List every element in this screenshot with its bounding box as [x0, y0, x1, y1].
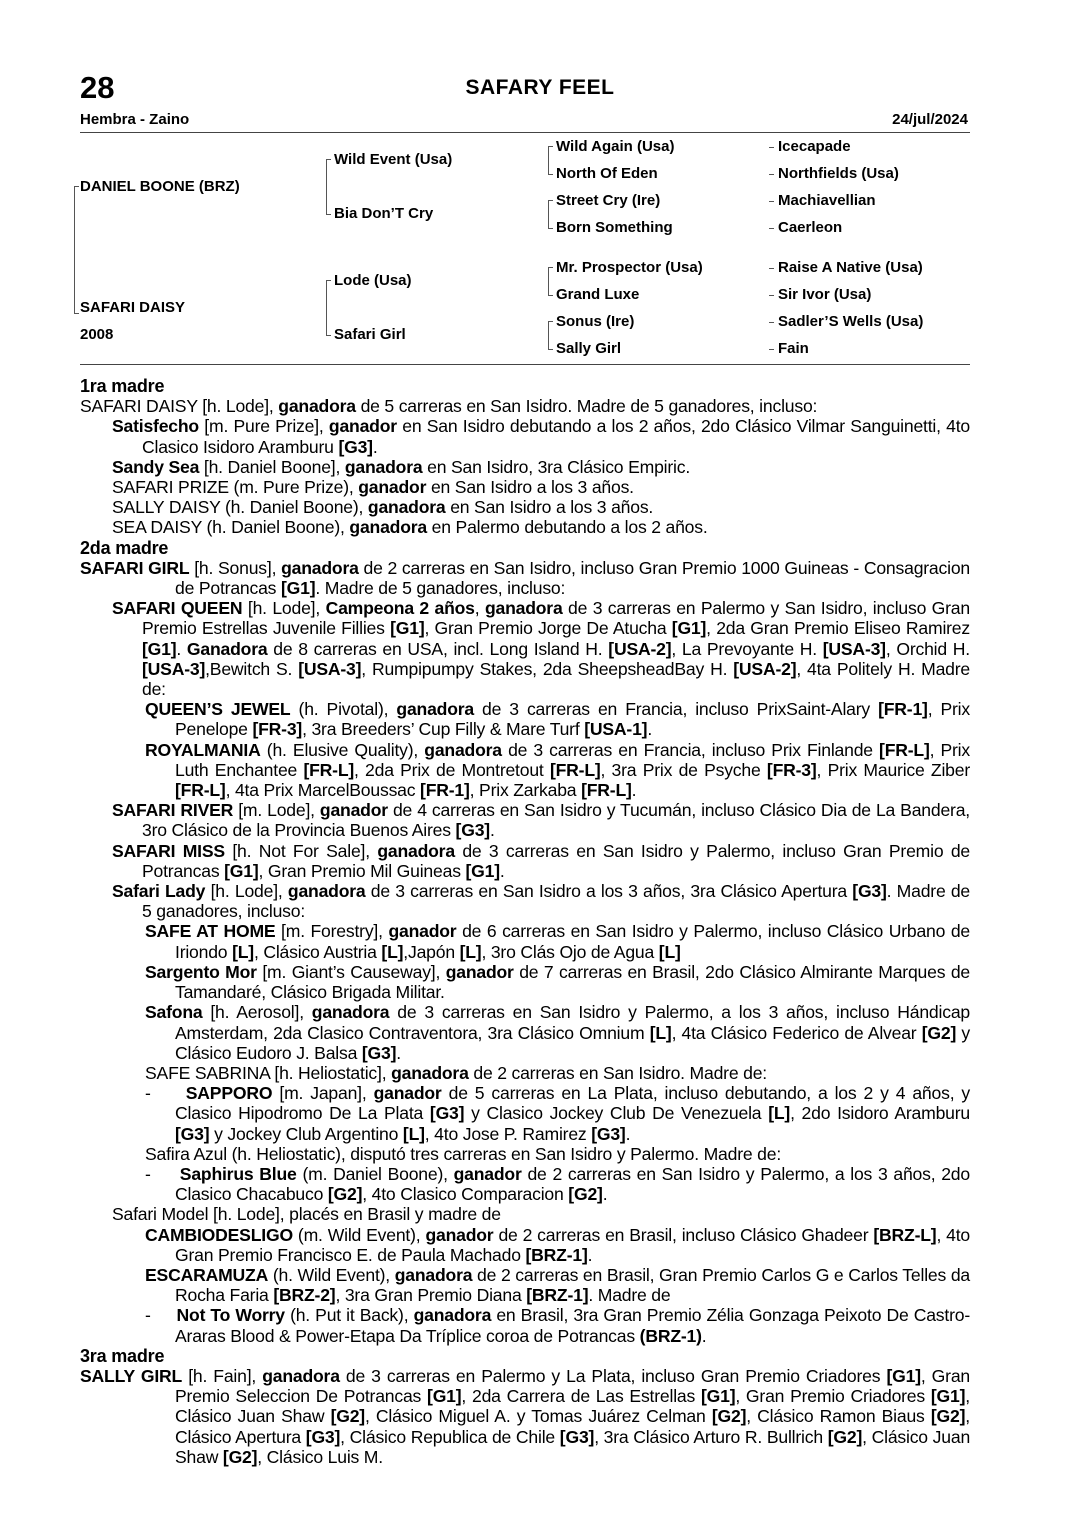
header-rule: [80, 132, 970, 133]
record-paragraph: [80, 517, 970, 537]
record-text: , Prix Maurice Ziber: [816, 759, 971, 780]
record-text: .: [625, 1123, 631, 1144]
record-paragraph: [80, 1366, 970, 1467]
record-text: de 7 carreras en Brasil, 2do Clásico Almirante Marques de Tamandaré, Clásico Brigada Militar.: [175, 961, 970, 1003]
record-paragraph: [80, 1265, 970, 1305]
record-text: [FR-3]: [252, 719, 303, 740]
gen4-dash-5: [769, 268, 774, 269]
record-text: ganadora: [484, 598, 563, 619]
record-text: [G1]: [930, 1386, 966, 1407]
record-text: [USA-1]: [584, 719, 648, 740]
record-text: de 2 carreras en Brasil, incluso Clásico Ghadeer: [493, 1224, 874, 1245]
record-text: [FR-L]: [175, 780, 226, 801]
record-text: ganador: [319, 800, 388, 821]
pedigree-gen4-5: Raise A Native (Usa): [778, 259, 923, 276]
record-text: SAFARI QUEEN: [112, 598, 243, 619]
record-text: Saphirus Blue: [179, 1163, 297, 1184]
record-text: [m. Lode],: [233, 800, 320, 821]
gen4-dash-6: [769, 295, 774, 296]
pedigree-gen3-4: Born Something: [556, 219, 673, 236]
record-text: [FR-1]: [878, 699, 928, 720]
record-text: , Clásico Austria: [253, 941, 382, 962]
record-text: [h. Lode],: [242, 598, 326, 619]
gen3-bracket-2: [548, 200, 553, 229]
gen4-dash-4: [769, 228, 774, 229]
record-text: [G2]: [711, 1406, 747, 1427]
record-text: , 2da Gran Premio Eliseo Ramirez: [706, 618, 970, 639]
record-text: , Prix Penelope: [175, 699, 970, 740]
record-text: (BRZ-1): [639, 1325, 702, 1346]
record-text: ganador: [373, 1083, 442, 1104]
record-text: -: [145, 1305, 177, 1326]
record-text: y Clásico Eudoro J. Balsa: [175, 1022, 970, 1063]
gen4-dash-3: [769, 201, 774, 202]
record-text: [G3]: [591, 1123, 626, 1144]
record-text: de 2 carreras en Brasil, Gran Premio Carlos G e Carlos Telles da Rocha Faria: [175, 1264, 970, 1306]
record-text: .: [701, 1325, 707, 1346]
record-text: [h. Not For Sale],: [224, 840, 378, 861]
record-paragraph: [80, 962, 970, 1002]
lot-number: 28: [80, 70, 115, 105]
record-text: 2da madre: [80, 537, 169, 558]
produce-record: [80, 376, 970, 1467]
record-text: [G1]: [390, 618, 425, 639]
record-text: , 4to Gran Premio Francisco E. de Paula Machado: [175, 1224, 970, 1265]
record-paragraph: [80, 1204, 970, 1224]
record-text: [BRZ-1]: [526, 1285, 589, 1306]
gen4-dash-2: [769, 174, 774, 175]
record-text: [USA-2]: [608, 638, 672, 659]
record-text: ganador: [453, 1163, 522, 1184]
record-text: .: [587, 1244, 593, 1265]
record-text: de 8 carreras en USA, incl. Long Island H.: [267, 638, 609, 659]
record-text: [G1]: [224, 860, 259, 881]
gen2-bracket-bottom: [326, 280, 331, 336]
record-text: , Clásico Luis M.: [257, 1446, 383, 1467]
record-paragraph: [80, 457, 970, 477]
record-text: Ganadora: [186, 638, 268, 659]
record-text: -: [145, 1083, 186, 1104]
record-text: ganadora: [367, 497, 446, 518]
pedigree-gen2-1: Wild Event (Usa): [334, 151, 453, 168]
record-text: , 4ta Clásico Federico de Alvear: [671, 1022, 922, 1043]
record-text: [BRZ-1]: [525, 1244, 588, 1265]
record-text: , 2do Isidoro Aramburu: [790, 1103, 970, 1124]
record-text: [G3]: [338, 436, 373, 457]
record-text: [G1]: [700, 1386, 736, 1407]
record-text: ganadora: [262, 1365, 340, 1386]
record-text: , Rumpipumpy Stakes, 2da SheepsheadBay H.: [361, 658, 734, 679]
record-text: . Madre de 5 ganadores, incluso:: [315, 578, 566, 599]
record-text: , 2da Prix de Montretout: [354, 759, 550, 780]
record-text: , 3ra Prix de Psyche: [600, 759, 767, 780]
record-text: de 5 carreras en San Isidro. Madre de 5 ganadores, incluso:: [355, 396, 818, 417]
record-text: SALLY GIRL: [80, 1365, 183, 1386]
pedigree-rule: [80, 364, 970, 365]
record-text: en Brasil, 3ra Gran Premio Zélia Gonzaga Peixoto De Castro-Araras Blood & Power-Etapa Da Tríplice coroa de Potrancas: [175, 1305, 970, 1346]
record-text: de 3 carreras en Francia, incluso Prix Finlande: [501, 739, 880, 760]
pedigree-dam: SAFARI DAISY: [80, 299, 186, 316]
record-text: SAFARI MISS: [112, 840, 225, 861]
record-text: (m. Daniel Boone),: [296, 1163, 454, 1184]
record-text: ganadora: [394, 1264, 473, 1285]
record-text: Sandy Sea: [112, 456, 200, 477]
record-text: [G1]: [886, 1365, 921, 1386]
record-text: de 3 carreras en San Isidro y Palermo, a los 3 años, incluso Hándicap Amsterdam, 2da Clasico Contraventora, 3ra Clásico Omnium: [175, 1002, 970, 1043]
record-text: ,: [474, 598, 485, 619]
record-text: [L]: [459, 941, 482, 962]
record-text: en Palermo debutando a los 2 años.: [426, 517, 708, 538]
record-text: [G1]: [427, 1386, 462, 1407]
record-text: .: [631, 780, 637, 801]
record-text: [G1]: [465, 860, 500, 881]
record-text: .: [647, 719, 653, 740]
record-text: [G2]: [568, 1184, 603, 1205]
record-text: SAFARI PRIZE (m. Pure Prize),: [112, 477, 359, 498]
record-text: [G3]: [305, 1426, 341, 1447]
gen1-bracket: [74, 186, 79, 314]
record-text: SEA DAISY (h. Daniel Boone),: [112, 517, 350, 538]
record-text: , 3ra Breeders’ Cup Filly & Mare Turf: [302, 719, 585, 740]
record-paragraph: [80, 841, 970, 881]
record-text: [m. Forestry],: [275, 921, 389, 942]
record-text: , 3ro Clás Ojo de Agua: [481, 941, 659, 962]
record-text: [FR-L]: [879, 739, 930, 760]
record-paragraph: [80, 740, 970, 801]
record-text: de 3 carreras en San Isidro y Palermo, incluso Gran Premio de Potrancas: [142, 840, 970, 881]
horse-name: SAFARY FEEL: [465, 76, 615, 99]
record-text: Safari Model [h. Lode], placés en Brasil y madre de: [112, 1204, 501, 1225]
record-text: 1ra madre: [80, 376, 165, 396]
record-text: , Orchid H.: [885, 638, 970, 659]
record-text: , Clásico Juan Shaw: [175, 1426, 971, 1467]
record-text: Satisfecho: [112, 416, 199, 437]
record-paragraph: [80, 497, 970, 517]
record-paragraph: [80, 1225, 970, 1265]
record-text: , 4to Jose P. Ramirez: [424, 1123, 592, 1144]
record-text: Not To Worry: [176, 1305, 285, 1326]
record-text: [G3]: [559, 1426, 595, 1447]
record-text: [L]: [381, 941, 404, 962]
record-text: ganadora: [281, 557, 359, 578]
record-text: [FR-L]: [549, 759, 601, 780]
pedigree-gen3-3: Street Cry (Ire): [556, 192, 661, 209]
record-text: [m. Giant’s Causeway],: [256, 961, 446, 982]
record-text: ROYALMANIA: [145, 739, 261, 760]
record-text: , Clásico Apertura: [175, 1406, 970, 1447]
pedigree-gen4-7: Sadler’S Wells (Usa): [778, 313, 924, 330]
record-text: , 2da Carrera de Las Estrellas: [461, 1386, 701, 1407]
record-text: , Clásico Ramon Biaus: [746, 1406, 931, 1427]
record-text: ganador: [328, 416, 397, 437]
record-paragraph: [80, 881, 970, 921]
record-text: -: [145, 1163, 180, 1184]
record-text: (h. Pivotal),: [290, 699, 397, 720]
pedigree-dam-year: 2008: [80, 326, 114, 343]
record-text: ganador: [425, 1224, 494, 1245]
record-text: de 2 carreras en San Isidro y Palermo, a los 3 años, 2do Clasico Chacabuco: [175, 1163, 970, 1205]
record-text: , Gran Premio Jorge De Atucha: [424, 618, 672, 639]
record-paragraph: [80, 1144, 970, 1164]
record-paragraph: [80, 1164, 970, 1204]
record-text: [USA-3]: [822, 638, 886, 659]
record-text: de 6 carreras en San Isidro y Palermo, incluso Clásico Urbano de Iriondo: [175, 921, 970, 962]
record-text: de 2 carreras en San Isidro. Madre de:: [468, 1062, 767, 1083]
record-text: , 4to Clasico Comparacion: [362, 1184, 569, 1205]
record-text: .: [602, 1184, 608, 1205]
record-text: de 3 carreras en San Isidro a los 3 años, 3ra Clásico Apertura: [365, 881, 853, 902]
record-text: [L]: [232, 941, 254, 962]
record-paragraph: [80, 477, 970, 497]
gen4-dash-1: [769, 147, 774, 148]
section-heading: [80, 376, 970, 396]
record-text: en San Isidro, 3ra Clásico Empiric.: [422, 456, 691, 477]
record-paragraph: [80, 921, 970, 961]
record-text: QUEEN’S JEWEL: [145, 699, 291, 720]
catalog-date: 24/jul/2024: [892, 111, 968, 128]
record-text: [G2]: [921, 1022, 957, 1043]
record-text: [h. Sonus],: [189, 557, 282, 578]
pedigree-gen4-6: Sir Ivor (Usa): [778, 286, 872, 303]
pedigree-gen2-3: Lode (Usa): [334, 272, 412, 289]
pedigree-sire: DANIEL BOONE (BRZ): [80, 178, 240, 195]
record-text: [BRZ-L]: [873, 1224, 937, 1245]
record-text: .: [176, 638, 187, 659]
record-text: (h. Elusive Quality),: [260, 739, 425, 760]
record-text: [L]: [649, 1022, 672, 1043]
record-text: [G2]: [827, 1426, 863, 1447]
record-text: [G3]: [455, 820, 490, 841]
pedigree-gen3-6: Grand Luxe: [556, 286, 640, 303]
pedigree-gen4-2: Northfields (Usa): [778, 165, 899, 182]
record-text: y Clasico Jockey Club De Venezuela: [464, 1103, 769, 1124]
record-text: Safira Azul (h. Heliostatic), disputó tres carreras en San Isidro y Palermo. Madre de:: [145, 1143, 782, 1164]
record-text: .: [489, 820, 495, 841]
record-text: [L]: [402, 1123, 425, 1144]
record-text: . Madre de 5 ganadores, incluso:: [142, 881, 971, 922]
record-text: [h. Lode],: [205, 881, 288, 902]
record-paragraph: [80, 1305, 970, 1345]
record-paragraph: [80, 800, 970, 840]
record-text: [FR-L]: [581, 780, 632, 801]
record-text: CAMBIODESLIGO: [145, 1224, 293, 1245]
record-text: [h. Daniel Boone],: [199, 456, 345, 477]
record-text: de 3 carreras en Palermo y San Isidro, incluso Gran Premio Estrellas Juvenile Fillies: [142, 598, 970, 639]
record-text: [m. Japan],: [272, 1083, 374, 1104]
record-text: .: [372, 436, 378, 457]
record-text: SAFARI RIVER: [112, 800, 234, 821]
record-text: SAFARI DAISY [h. Lode],: [80, 396, 279, 417]
record-text: ganador: [388, 921, 457, 942]
record-text: ganadora: [413, 1305, 492, 1326]
record-text: [G2]: [930, 1406, 966, 1427]
record-text: Safari Lady: [112, 881, 206, 902]
record-text: , 3ra Clásico Arturo R. Bullrich: [594, 1426, 828, 1447]
record-text: [G3]: [429, 1103, 465, 1124]
record-text: , 4ta Prix MarcelBoussac: [225, 780, 421, 801]
record-text: ,Japón: [403, 941, 460, 962]
record-text: [G3]: [361, 1042, 397, 1063]
record-paragraph: [80, 558, 970, 598]
pedigree-gen3-5: Mr. Prospector (Usa): [556, 259, 703, 276]
gen3-bracket-3: [548, 267, 553, 296]
record-text: ganadora: [377, 840, 455, 861]
record-text: [USA-3]: [142, 658, 206, 679]
record-text: [G3]: [852, 881, 887, 902]
record-text: , Prix Zarkaba: [469, 780, 582, 801]
record-text: , La Prevoyante H.: [671, 638, 823, 659]
record-text: , 3ra Gran Premio Diana: [335, 1285, 527, 1306]
record-text: ganadora: [391, 1062, 469, 1083]
record-text: , Prix Luth Enchantee: [175, 739, 970, 780]
pedigree-gen3-8: Sally Girl: [556, 340, 622, 357]
gen4-dash-7: [769, 322, 774, 323]
record-text: de 3 carreras en Francia, incluso PrixSaint-Alary: [473, 699, 879, 720]
pedigree-gen4-3: Machiavellian: [778, 192, 876, 209]
record-text: , Gran Premio Mil Guineas: [258, 860, 466, 881]
record-text: SAFE AT HOME: [145, 921, 276, 942]
record-text: .: [499, 860, 505, 881]
record-text: de 5 carreras en La Plata, incluso debutando, a los 2 y 4 años, y Clasico Hipodromo De La Plata: [175, 1083, 970, 1124]
record-text: [G2]: [330, 1406, 365, 1427]
record-text: Safona: [145, 1002, 203, 1023]
gen3-bracket-1: [548, 146, 553, 175]
record-text: , 4ta Politely H. Madre de:: [142, 658, 970, 700]
record-text: ganadora: [396, 699, 474, 720]
pedigree-gen3-1: Wild Again (Usa): [556, 138, 675, 155]
record-text: [h. Fain],: [182, 1365, 263, 1386]
record-text: ganadora: [287, 881, 366, 902]
record-text: SAFE SABRINA [h. Heliostatic],: [145, 1062, 392, 1083]
record-text: (h. Wild Event),: [268, 1264, 395, 1285]
record-paragraph: [80, 416, 970, 456]
record-text: [USA-3]: [298, 658, 362, 679]
pedigree-gen4-8: Fain: [778, 340, 809, 357]
record-text: de 2 carreras en San Isidro, incluso Gran Premio 1000 Guineas - Consagracion de Potrancas: [175, 557, 970, 599]
record-text: , Gran Premio Criadores: [735, 1386, 931, 1407]
record-text: [G1]: [671, 618, 707, 639]
record-text: [G2]: [222, 1446, 258, 1467]
pedigree-gen2-2: Bia Don’T Cry: [334, 205, 434, 222]
record-text: [USA-2]: [733, 658, 797, 679]
record-text: , Clásico Juan Shaw: [175, 1386, 970, 1427]
record-text: en San Isidro debutando a los 2 años, 2do Clásico Vilmar Sanguinetti, 4to Clasico Isidoro Aramburu: [142, 416, 970, 457]
record-text: [L]: [768, 1103, 791, 1124]
record-text: de 3 carreras en Palermo y La Plata, incluso Gran Premio Criadores: [339, 1365, 887, 1386]
record-text: [L]: [658, 941, 681, 962]
section-heading: [80, 1346, 970, 1366]
record-text: ESCARAMUZA: [145, 1264, 269, 1285]
pedigree-gen3-2: North Of Eden: [556, 165, 658, 182]
record-text: ganador: [445, 961, 514, 982]
record-text: ganador: [358, 477, 427, 498]
record-text: [G3]: [175, 1123, 210, 1144]
record-text: [BRZ-2]: [273, 1285, 336, 1306]
record-text: [G2]: [327, 1184, 363, 1205]
pedigree-gen4-4: Caerleon: [778, 219, 843, 236]
record-text: Campeona 2 años: [325, 598, 475, 619]
record-paragraph: [80, 1083, 970, 1144]
record-text: ganadora: [349, 517, 427, 538]
record-text: en San Isidro a los 3 años.: [426, 477, 634, 498]
gen4-dash-8: [769, 349, 774, 350]
record-paragraph: [80, 396, 970, 416]
pedigree-gen2-4: Safari Girl: [334, 326, 406, 343]
record-text: Sargento Mor: [145, 961, 257, 982]
record-text: . Madre de: [588, 1285, 671, 1306]
record-text: 3ra madre: [80, 1345, 165, 1366]
record-paragraph: [80, 598, 970, 699]
pedigree-gen4-1: Icecapade: [778, 138, 851, 155]
record-text: [G1]: [142, 638, 177, 659]
record-paragraph: [80, 699, 970, 739]
record-text: [FR-3]: [766, 759, 817, 780]
record-text: SALLY DAISY (h. Daniel Boone),: [112, 497, 368, 518]
sex-color: Hembra - Zaino: [80, 111, 190, 128]
record-text: de 4 carreras en San Isidro y Tucumán, incluso Clásico Dia de La Bandera, 3ro Clásico de la Provincia Buenos Aires: [142, 800, 970, 841]
record-text: [m. Pure Prize],: [198, 416, 329, 437]
gen3-bracket-4: [548, 321, 553, 350]
record-text: en San Isidro a los 3 años.: [445, 497, 654, 518]
record-text: ganadora: [344, 456, 423, 477]
record-text: ganadora: [311, 1002, 390, 1023]
record-text: .: [396, 1042, 401, 1063]
record-text: [FR-1]: [420, 780, 470, 801]
record-text: (m. Wild Event),: [292, 1224, 426, 1245]
record-text: [h. Aerosol],: [202, 1002, 312, 1023]
pedigree-gen3-7: Sonus (Ire): [556, 313, 635, 330]
section-heading: [80, 538, 970, 558]
record-paragraph: [80, 1063, 970, 1083]
record-text: , Clásico Miguel A. y Tomas Juárez Celman: [364, 1406, 712, 1427]
record-text: [FR-L]: [303, 759, 355, 780]
gen2-bracket-top: [326, 159, 331, 215]
record-paragraph: [80, 1002, 970, 1063]
record-text: SAPPORO: [185, 1083, 273, 1104]
record-text: , Gran Premio Seleccion De Potrancas: [175, 1365, 970, 1407]
record-text: (h. Put it Back),: [284, 1305, 414, 1326]
record-text: [G1]: [280, 578, 316, 599]
record-text: ,Bewitch S.: [205, 658, 299, 679]
record-text: SAFARI GIRL: [80, 557, 190, 578]
record-text: , Clásico Republica de Chile: [340, 1426, 560, 1447]
record-text: ganadora: [424, 739, 502, 760]
record-text: y Jockey Club Argentino: [209, 1123, 403, 1144]
record-text: ganadora: [278, 396, 356, 417]
